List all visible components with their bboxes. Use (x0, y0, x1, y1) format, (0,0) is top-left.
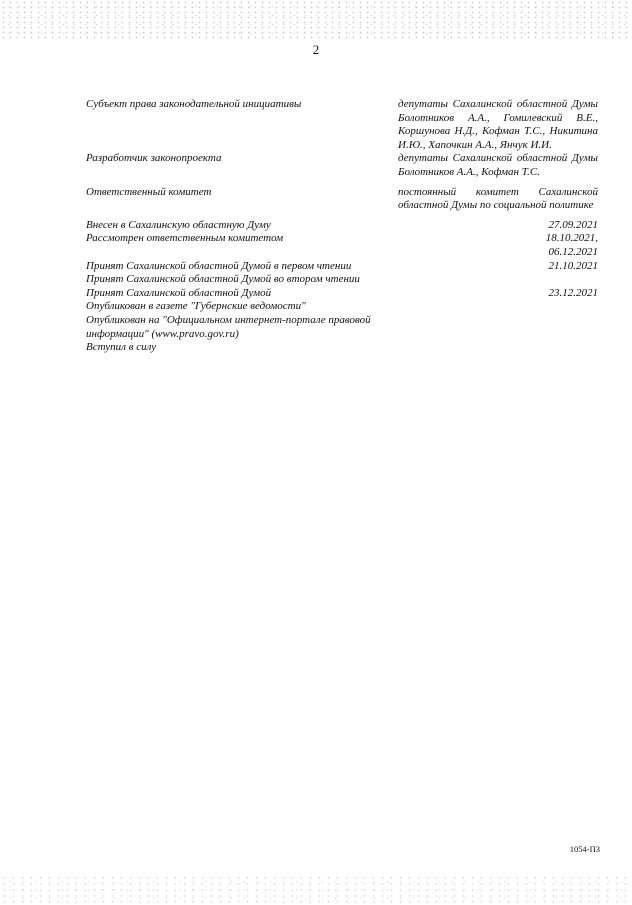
row-developer (86, 152, 598, 179)
reviewed-date-2: 06.12.2021 (548, 245, 598, 258)
page-number: 2 (312, 42, 320, 57)
published-portal-label: Опубликован на "Официальном интернет-портале правовой информации" (www.pravo.gov.ru) (86, 313, 371, 340)
adopted-date: 23.12.2021 (548, 286, 598, 299)
row-published-newspaper (86, 300, 598, 314)
introduced-date: 27.09.2021 (548, 218, 598, 231)
row-first-reading (86, 260, 598, 274)
legislative-passport (86, 98, 598, 355)
committee-label: Ответственный комитет (86, 185, 212, 198)
row-published-portal (86, 314, 598, 341)
row-introduced (86, 219, 598, 233)
row-committee (86, 186, 598, 213)
adopted-label: Принят Сахалинской областной Думой (86, 286, 272, 299)
scan-noise-top (0, 0, 632, 40)
document-code: 1054-ПЗ (569, 844, 600, 854)
developer-value: депутаты Сахалинской областной Думы Болотников А.А., Кофман Т.С. (398, 152, 598, 178)
reviewed-date-1: 18.10.2021, (545, 232, 598, 245)
developer-label: Разработчик законопроекта (86, 152, 222, 165)
first-reading-label: Принят Сахалинской областной Думой в первом чтении (86, 259, 352, 272)
subject-value: депутаты Сахалинской областной Думы Болотников А.А., Гомилевский В.Е., Коршунова Н.Д., Кофман Т.С., Никитина И.Ю., Хапочкин А.А., Янчук И.И. (398, 98, 598, 151)
subject-label: Субъект права законодательной инициативы (86, 98, 302, 110)
introduced-label: Внесен в Сахалинскую областную Думу (86, 218, 271, 231)
committee-value: постоянный комитет Сахалинской областной Думы по социальной политике (398, 185, 598, 212)
reviewed-label: Рассмотрен ответственным комитетом (86, 232, 284, 245)
published-newspaper-label: Опубликован в газете "Губернские ведомости" (86, 300, 306, 313)
row-reviewed-cont (86, 246, 598, 260)
first-reading-date: 21.10.2021 (548, 259, 598, 272)
row-in-force (86, 341, 598, 355)
row-second-reading (86, 273, 598, 287)
in-force-label: Вступил в силу (86, 341, 157, 354)
row-subject (86, 98, 598, 152)
row-reviewed (86, 232, 598, 246)
second-reading-label: Принят Сахалинской областной Думой во втором чтении (86, 273, 360, 286)
row-adopted (86, 287, 598, 301)
scan-noise-bottom (0, 875, 632, 905)
